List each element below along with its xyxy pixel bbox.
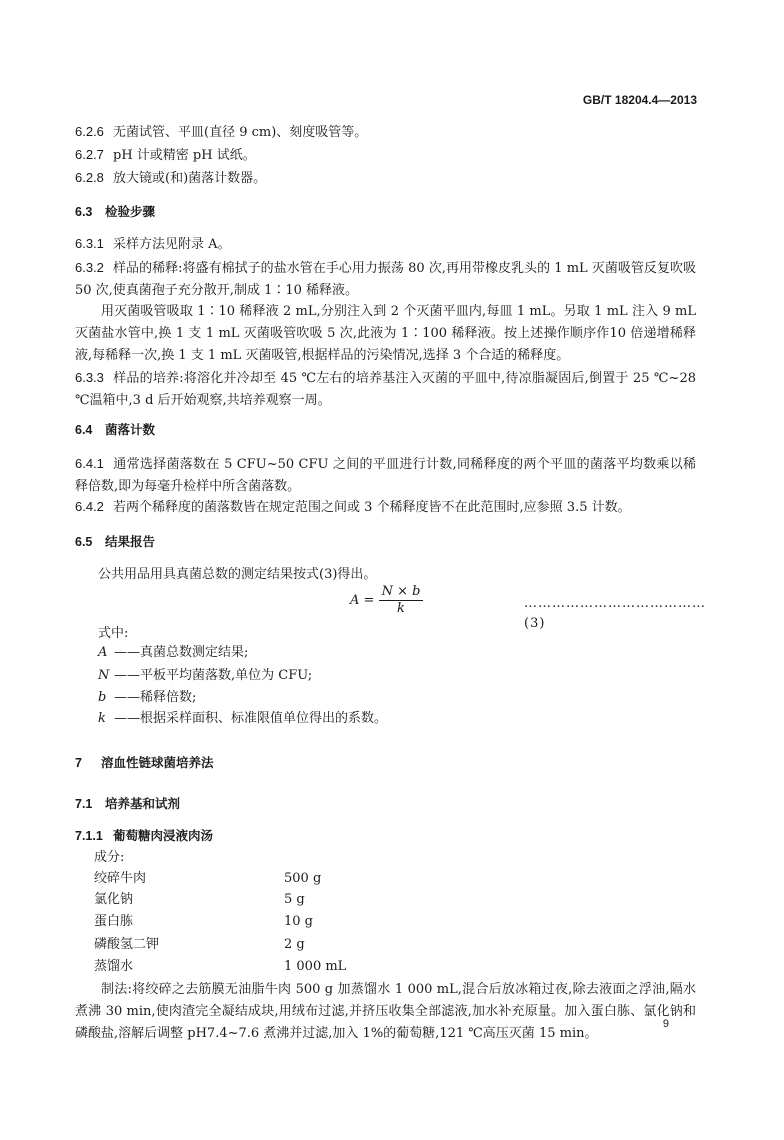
item-6-2-8: 6.2.8 放大镜或(和)菌落计数器。 (75, 170, 267, 186)
section-7-1-1-heading: 7.1.1 葡萄糖肉浸液肉汤 (75, 828, 214, 843)
ingredient-row: 氯化钠 5 g (94, 892, 305, 907)
doc-code: GB/T 18204.4—2013 (582, 93, 697, 107)
item-6-3-2: 6.3.2 样品的稀释:将盛有棉拭子的盐水管在手心用力振荡 80 次,再用带橡皮乳头的 1 mL 灭菌吸管反复吹吸 50 次,使真菌孢子充分散开,制成 1∶10 稀释液。 (75, 260, 696, 298)
var-b: b ——稀释倍数; (98, 690, 197, 705)
page-number: 9 (662, 1018, 669, 1030)
item-6-4-1: 6.4.1 通常选择菌落数在 5 CFU~50 CFU 之间的平皿进行计数,同稀释度的两个平皿的菌落平均数乘以稀释倍数,即为每毫升检样中所含菌落数。 (75, 456, 696, 494)
var-k: k ——根据采样面积、标准限值单位得出的系数。 (98, 711, 388, 726)
item-6-2-7: 6.2.7 pH 计或精密 pH 试纸。 (75, 147, 256, 163)
ingredient-row: 蒸馏水 1 000 mL (94, 959, 347, 974)
ingredient-row: 蛋白胨 10 g (94, 914, 313, 929)
result-intro: 公共用品用具真菌总数的测定结果按式(3)得出。 (98, 567, 377, 582)
where-label: 式中: (98, 626, 129, 641)
ingredient-row: 磷酸氢二钾 2 g (94, 937, 305, 952)
preparation-method: 制法:将绞碎之去筋膜无油脂牛肉 500 g 加蒸馏水 1 000 mL,混合后放冰箱过夜,除去液面之浮油,隔水煮沸 30 min,使肉渣完全凝结成块,用绒布过滤,并挤压收集全部滤液,加水补充原量。加入蛋白胨、氯化钠和磷酸盐,溶解后调整 pH7.4~7.6 煮沸并过滤,加入 1%的葡萄糖,121 ℃高压灭菌 15 min。 (75, 982, 696, 1041)
section-7-1-heading: 7.1 培养基和试剂 (75, 796, 181, 811)
ingredient-row: 绞碎牛肉 500 g (94, 871, 322, 886)
var-A: A ——真菌总数测定结果; (98, 645, 249, 660)
section-6-3-heading: 6.3 检验步骤 (75, 204, 156, 219)
section-6-4-heading: 6.4 菌落计数 (75, 422, 156, 437)
formula-fraction: $\frac{N \times b}{k}$ (379, 584, 424, 617)
formula-3: A = $\frac{N \times b}{k}$ (350, 584, 423, 617)
formula-number: …………………………………(3) (524, 596, 706, 631)
var-N: N ——平板平均菌落数,单位为 CFU; (98, 668, 313, 683)
section-7-heading: 7 溶血性链球菌培养法 (75, 755, 214, 770)
item-6-2-6: 6.2.6 无菌试管、平皿(直径 9 cm)、刻度吸管等。 (75, 124, 368, 140)
item-6-3-1: 6.3.1 采样方法见附录 A。 (75, 236, 231, 252)
item-6-3-2-para2: 用灭菌吸管吸取 1∶10 稀释液 2 mL,分别注入到 2 个灭菌平皿内,每皿 1 mL。另取 1 mL 注入 9 mL 灭菌盐水管中,换 1 支 1 mL 灭菌吸管吹吸 5 次,此液为 1∶100 稀释液。按上述操作顺序作10 倍递增稀释液,每稀释一次,换 1 支 1 mL 灭菌吸管,根据样品的污染情况,选择 3 个合适的稀释度。 (75, 304, 696, 363)
item-6-4-2: 6.4.2 若两个稀释度的菌落数皆在规定范围之间或 3 个稀释度皆不在此范围时,应参照 3.5 计数。 (75, 499, 631, 515)
section-6-5-heading: 6.5 结果报告 (75, 534, 156, 549)
item-6-3-3: 6.3.3 样品的培养:将溶化并冷却至 45 ℃左右的培养基注入灭菌的平皿中,待凉脂凝固后,倒置于 25 ℃~28 ℃温箱中,3 d 后开始观察,共培养观察一周。 (75, 370, 696, 408)
ingredients-label: 成分: (94, 850, 125, 865)
